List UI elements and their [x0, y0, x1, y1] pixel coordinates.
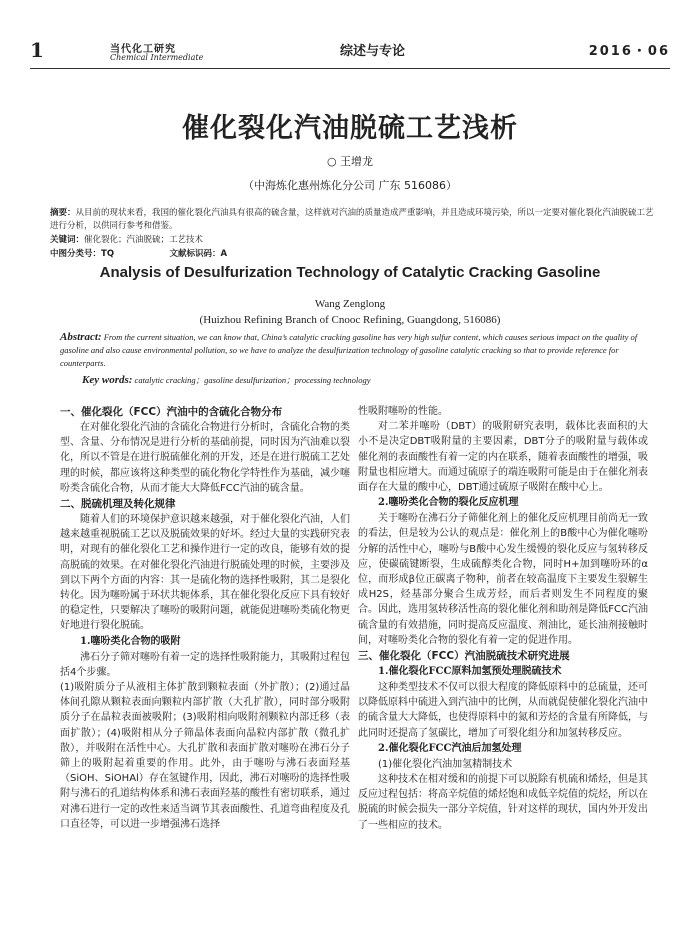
- paragraph: 随着人们的环境保护意识越来越强，对于催化裂化汽油，人们越来越重视脱硫工艺以及脱硫效果的好坏。经过大量的实践研究表明，对现有的催化裂化工艺和操作进行一定的改良，能够有效的提高脱硫的效果。在对催化裂化汽油进行脱硫处理的时候，主要涉及到以下两个方面的内容：其一是硫化物的选择性吸附，其二是裂化转化。因为噻吩属于环状共轭体系，其在催化裂化反应下具有较好的稳定性，只要解决了噻吩的吸附问题，就能促进噻吩类硫化物更好地进行裂化脱硫。: [60, 514, 350, 632]
- doc-code-label: 文献标识码：: [169, 249, 221, 259]
- paragraph: 这种技术在相对缓和的前提下可以脱除有机硫和烯烃，但是其反应过程包括：将高辛烷值的烯烃饱和成低辛烷值的烷烃，所以在脱硫的时候会损失一部分辛烷值，针对这样的现状，国内外开发出了一些相应的技术。: [358, 774, 648, 831]
- abstract-cn: [50, 207, 656, 233]
- journal-name-cn: 当代化工研究: [110, 44, 176, 55]
- classification-value: TQ: [101, 249, 115, 259]
- abstract-text: 从目前的现状来看，我国的催化裂化汽油具有很高的硫含量，这样就对汽油的质量造成严重影响，并且造成环境污染，所以一定要对催化裂化汽油脱硫工艺进行分析，以供同行参考和借鉴。: [50, 208, 654, 231]
- section-heading: 一、催化裂化（FCC）汽油中的含硫化合物分布: [60, 406, 283, 418]
- english-abstract: Abstract: From the current situation, we can know that, China’s catalytic cracking gasoline has very high sulfur content, which causes serious impact on the quality of gasoline and also cause environmental pollution, so we have to analyze the desulfurization technology of gasoline catalytic cracking so that to provide reference for counterparts.: [60, 331, 638, 368]
- body-left-column: [60, 404, 350, 832]
- paper-title: 催化裂化汽油脱硫工艺浅析: [182, 113, 518, 144]
- classification-label: 中图分类号：: [50, 249, 102, 259]
- paragraph: 关于噻吩在沸石分子筛催化剂上的催化反应机理目前尚无一致的看法，但是较为公认的观点是：催化剂上的B酸中心为催化噻吩分解的活性中心，噻吩与B酸中心发生缓慢的裂化反应与氢转移反应，使碳硫键断裂，生成硫醇类化合物，同时H+加到噻吩环的α位，而形成β位正碳离子物种，前者在较高温度下主要发生裂解生成H2S，烃基部分聚合生成芳烃，而后者则发生不同程度的聚合。因此，选用氢转移活性高的裂化催化剂和助剂是降低FCC汽油硫含量的有效措施，同时提高反应温度、剂油比，延长油剂接触时间，对噻吩类化合物的裂化有着一定的促进作用。: [358, 513, 648, 646]
- abstract-label: 摘要：: [50, 208, 76, 218]
- section-heading: 二、脱硫机理及转化规律: [60, 498, 176, 511]
- keywords-text: 催化裂化；汽油脱硫；工艺技术: [84, 235, 204, 245]
- subsection-heading: 1.催化裂化FCC原料加氢预处理脱硫技术: [378, 666, 562, 678]
- page-number: 1: [30, 38, 44, 62]
- paragraph: (1)催化裂化汽油加氢精制技术: [378, 758, 513, 770]
- paragraph: 对二苯并噻吩（DBT）的吸附研究表明，载体比表面积的大小不是决定DBT吸附量的主要因素，DBT分子的吸附量与载体或催化剂的表面酸性有着一定的内在联系，随着表面酸性的增强，吸附量也相应增大。而通过硫原子的端连吸附可能是由于在催化剂表面存在大量的酸中心，DBT通过硫原子吸附在酸中心上。: [358, 421, 648, 494]
- section-heading: 三、催化裂化（FCC）汽油脱硫技术研究进展: [358, 650, 570, 663]
- doc-code-value: A: [220, 249, 228, 259]
- subsection-heading: 1.噻吩类化合物的吸附: [80, 635, 181, 647]
- english-keywords: Key words: catalytic cracking；gasoline desulfurization；processing technology: [82, 374, 371, 386]
- paragraph: (1)吸附质分子从液相主体扩散到颗粒表面（外扩散）；(2)通过晶体间孔隙从颗粒表面向颗粒内部扩散（大孔扩散），同时部分吸附质分子在晶粒表面被吸附；(3)吸附相向吸附剂颗粒内部迁移（表面扩散）；(4)吸附相从分子筛晶体表面向晶粒内部扩散（微孔扩散），并吸附在活性中心。大孔扩散和表面扩散对噻吩在沸石分子筛上的吸附起着重要的作用。此外，由于噻吩与沸石表面羟基（SiOH、SiOHAl）存在氢键作用，因此，沸石对噻吩的选择性吸附与沸石的孔道结构体系和沸石表面羟基的酸性有密切联系，通过对沸石进行一定的改性来适当调节其表面酸性、孔道弯曲程度及孔口直径等，可以进一步增强沸石选择: [60, 682, 350, 830]
- paragraph: 沸石分子筛对噻吩有着一定的选择性吸附能力，其吸附过程包括4个步骤。: [60, 651, 350, 678]
- affiliation: （中海炼化惠州炼化分公司 广东 516086）: [243, 179, 457, 192]
- column-name: 综述与专论: [340, 44, 406, 59]
- keywords-cn: [50, 234, 656, 247]
- keywords-label: 关键词：: [50, 235, 85, 245]
- english-keywords-label: Key words: [82, 374, 129, 386]
- english-title: Analysis of Desulfurization Technology of Catalytic Cracking Gasoline: [99, 264, 601, 281]
- paragraph: 这种类型技术不仅可以很大程度的降低原料中的总硫量，还可以降低原料中硫进入到汽油中的比例，从而就促使催化裂化汽油中的硫含量大大降低，也使得原料中的氮和芳烃的含量有所降低，与此同时还提高了氢碳比，增加了可裂化组分和加氢转移反应。: [358, 682, 648, 739]
- subsection-heading: 2.噻吩类化合物的裂化反应机理: [378, 497, 519, 509]
- english-author: Wang Zenglong: [314, 298, 386, 310]
- journal-name-en: Chemical Intermediate: [110, 53, 204, 62]
- author: ○ 王增龙: [326, 155, 374, 168]
- subsection-heading: 2.催化裂化FCC汽油后加氢处理: [378, 742, 522, 754]
- issue-number: 2016・06: [588, 44, 670, 59]
- paragraph: 性吸附噻吩的性能。: [358, 406, 448, 417]
- english-abstract-label: Abstract: [60, 331, 98, 343]
- english-abstract-text: From the current situation, we can know that, China’s catalytic cracking gasoline has very high sulfur content, which causes serious impact on the quality of gasoline and also cause environmental pollution, so we have to analyze the desulfurization technology of gasoline catalytic cracking so that to provide reference for counterparts.: [60, 332, 638, 368]
- page-header: [30, 38, 670, 69]
- english-affiliation: (Huizhou Refining Branch of Cnooc Refining, Guangdong, 516086): [199, 314, 501, 326]
- body-right-column: [358, 404, 648, 833]
- english-keywords-text: catalytic cracking；gasoline desulfurization；processing technology: [134, 375, 371, 385]
- paragraph: 在对催化裂化汽油的含硫化合物进行分析时，含硫化合物的类型、含量、分布情况是进行分析的基础前提，同时因为汽油难以裂化，所以不管是在进行脱硫催化剂的开发，还是在进行脱硫工艺处理的时候，都应该将这种类型的硫化物化学特性作为基础，减少噻吩类含硫化合物，从而才能大大降低FCC汽油的硫含量。: [60, 422, 350, 494]
- classification: [50, 248, 656, 261]
